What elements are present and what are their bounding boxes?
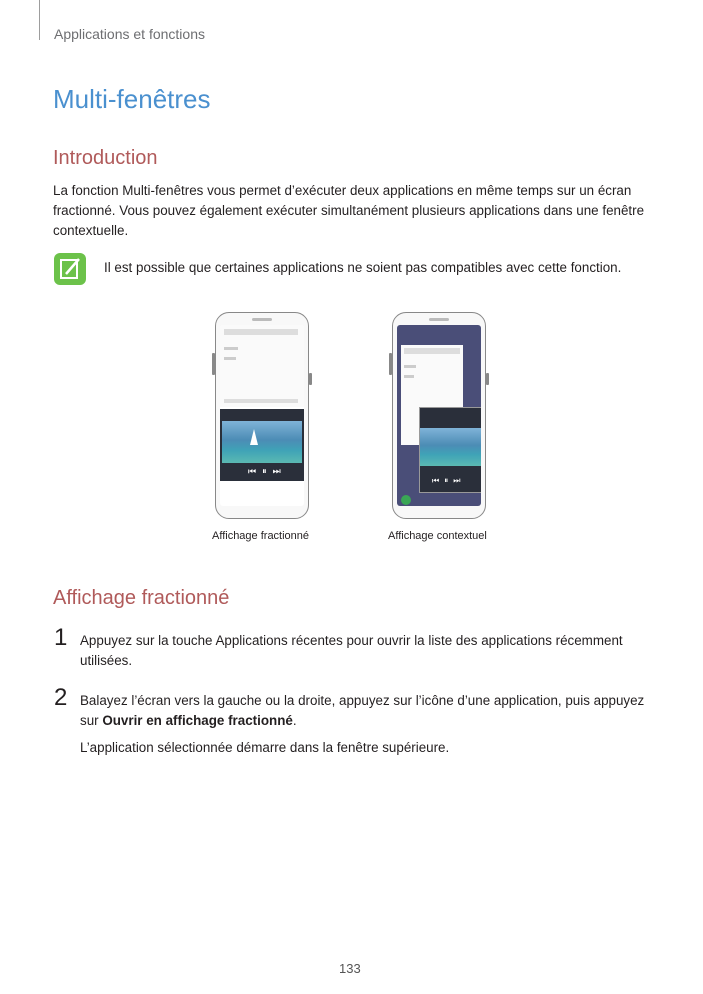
text-line [404,365,416,368]
step-text-part: Balayez l’écran vers la gauche ou la droite, appuyez sur l’icône d’une application, puis appuyez sur [80,693,645,728]
text-line [224,347,238,350]
phone-side-button [309,373,312,385]
app-toolbar [224,329,298,335]
split-view-phone-illustration [215,312,309,519]
split-caption: Affichage fractionné [212,530,310,542]
text-line [404,375,414,378]
result-text: L’application sélectionnée démarre dans la fenêtre supérieure. [80,740,450,755]
split-section-heading: Affichage fractionné [53,587,230,609]
intro-paragraph: La fonction Multi-fenêtres vous permet d’exécuter deux applications en même temps sur un écran fractionné. Vous pouvez également exécuter simultanément plusieurs applications dans une fenêtre contextuelle. [53,183,645,238]
lower-window [220,409,304,481]
step-text: Appuyez sur la touche Applications récentes pour ouvrir la liste des applications récemment utilisées. [80,633,623,668]
editor-toolbar [224,399,298,403]
sailboat-icon [250,429,258,445]
phone-speaker [429,318,449,321]
phone-side-button [212,353,215,375]
step-number: 1 [54,624,68,651]
video-thumbnail [420,428,481,466]
ui-label: Ouvrir en affichage fractionné [102,713,293,728]
popup-window [419,407,481,493]
app-toolbar [404,348,460,354]
video-thumbnail [222,421,302,463]
note-text: Il est possible que certaines applications ne soient pas compatibles avec cette fonction. [104,260,622,275]
popup-view-phone-illustration [392,312,486,519]
playback-controls: ⏮⏸⏭ [248,466,287,476]
intro-heading: Introduction [53,147,158,169]
page-title: Multi-fenêtres [53,84,211,114]
running-head: Applications et fonctions [54,26,205,42]
page-number: 133 [339,961,361,976]
playback-controls: ⏮⏸⏭ [432,476,466,485]
step-text-part: . [292,713,297,728]
upper-window [220,325,304,407]
popup-caption: Affichage contextuel [388,530,487,542]
phone-side-button [486,373,489,385]
step-number: 2 [54,684,68,711]
margin-rule [39,0,40,40]
phone-side-button [389,353,392,375]
note-icon [54,253,86,285]
popup-view-screen [397,325,481,506]
text-line [224,357,236,360]
split-view-screen [220,325,304,506]
phone-speaker [252,318,272,321]
step-text [80,691,650,731]
app-icon [401,495,411,505]
